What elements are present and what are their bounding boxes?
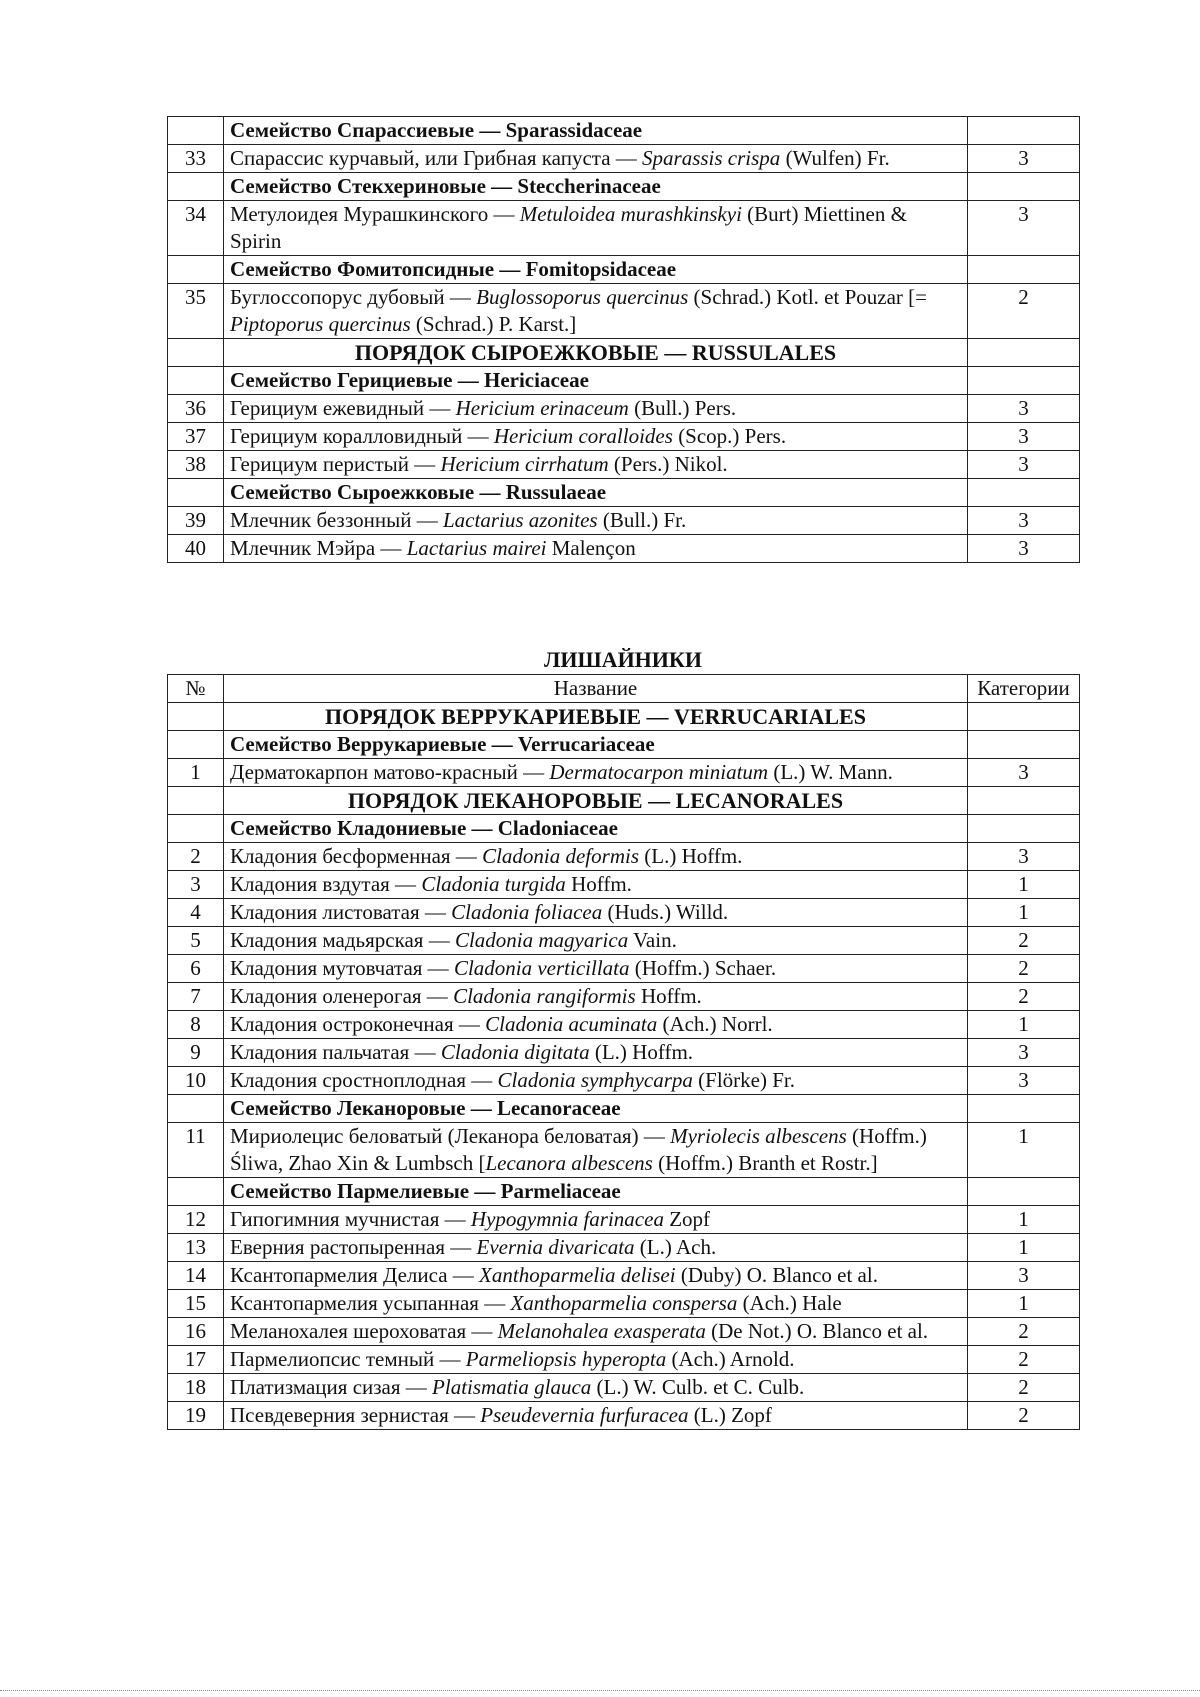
- category-value: 1: [968, 1206, 1080, 1234]
- category-value: 1: [968, 871, 1080, 899]
- species-row: [168, 395, 1080, 423]
- category-value: 2: [968, 284, 1080, 339]
- latin-name: Hericium erinaceum: [455, 396, 629, 420]
- category-value: [968, 815, 1080, 843]
- species-table-lichens: [167, 674, 1080, 1430]
- latin-name: Lactarius mairei: [406, 536, 547, 560]
- species-name: [224, 1402, 968, 1430]
- russian-name: Спарассис курчавый, или Грибная капуста —: [230, 146, 643, 170]
- species-name: [224, 145, 968, 173]
- species-row: [168, 927, 1080, 955]
- russian-name: Метулоидея Мурашкинского —: [230, 202, 520, 226]
- latin-name: Cladonia verticillata: [453, 956, 630, 980]
- synonym-latin-name: Piptoporus quercinus: [230, 312, 411, 336]
- table-header-row: [168, 675, 1080, 703]
- synonym-author: (Schrad.) P. Karst.]: [410, 312, 577, 336]
- species-name: [224, 1011, 968, 1039]
- order-row: [168, 787, 1080, 815]
- species-row: [168, 423, 1080, 451]
- species-row: [168, 1262, 1080, 1290]
- author-citation: Zopf: [663, 1207, 711, 1231]
- latin-name: Platismatia glauca: [432, 1375, 592, 1399]
- species-row: [168, 899, 1080, 927]
- russian-name: Кладония мадьярская —: [230, 928, 455, 952]
- species-number: [168, 815, 224, 843]
- category-value: 2: [968, 1346, 1080, 1374]
- species-row: [168, 1206, 1080, 1234]
- species-name: [224, 201, 968, 256]
- species-number: 10: [168, 1067, 224, 1095]
- author-citation: (L.) Hoffm.: [589, 1040, 694, 1064]
- species-row: [168, 535, 1080, 563]
- author-citation: (L.) W. Culb. et C. Culb.: [591, 1375, 805, 1399]
- header-number: №: [168, 675, 224, 703]
- category-value: 3: [968, 507, 1080, 535]
- category-value: 3: [968, 451, 1080, 479]
- species-number: 14: [168, 1262, 224, 1290]
- order-name: ПОРЯДОК СЫРОЕЖКОВЫЕ — RUSSULALES: [224, 339, 968, 367]
- russian-name: Ксантопармелия Делиса —: [230, 1263, 480, 1287]
- species-number: 9: [168, 1039, 224, 1067]
- species-number: [168, 117, 224, 145]
- russian-name: Кладония сростноплодная —: [230, 1068, 498, 1092]
- category-value: 2: [968, 1318, 1080, 1346]
- category-value: 3: [968, 1067, 1080, 1095]
- species-name: [224, 451, 968, 479]
- russian-name: Пармелиопсис темный —: [230, 1347, 466, 1371]
- russian-name: Герициум коралловидный —: [230, 424, 494, 448]
- author-citation: (Ach.) Hale: [737, 1291, 842, 1315]
- russian-name: Псевдеверния зернистая —: [230, 1403, 481, 1427]
- species-number: [168, 479, 224, 507]
- family-row: [168, 173, 1080, 201]
- category-value: 3: [968, 145, 1080, 173]
- species-number: [168, 173, 224, 201]
- species-row: [168, 871, 1080, 899]
- latin-name: Xanthoparmelia conspersa: [510, 1291, 738, 1315]
- species-name: [224, 423, 968, 451]
- species-table-body: [168, 703, 1080, 1430]
- author-citation: Hoffm.: [565, 872, 632, 896]
- species-number: 7: [168, 983, 224, 1011]
- latin-name: Xanthoparmelia delisei: [479, 1263, 676, 1287]
- species-number: 35: [168, 284, 224, 339]
- species-number: [168, 1095, 224, 1123]
- species-row: [168, 1123, 1080, 1178]
- category-value: 1: [968, 1011, 1080, 1039]
- family-name: Семейство Леканоровые — Lecanoraceae: [224, 1095, 968, 1123]
- species-name: [224, 1346, 968, 1374]
- category-value: 1: [968, 1123, 1080, 1178]
- latin-name: Metuloidea murashkinskyi: [519, 202, 742, 226]
- latin-name: Pseudevernia furfuracea: [480, 1403, 689, 1427]
- species-number: 2: [168, 843, 224, 871]
- species-number: 4: [168, 899, 224, 927]
- species-number: [168, 787, 224, 815]
- species-name: [224, 507, 968, 535]
- category-value: [968, 479, 1080, 507]
- species-number: 40: [168, 535, 224, 563]
- russian-name: Млечник Мэйра —: [230, 536, 407, 560]
- species-row: [168, 507, 1080, 535]
- category-value: 3: [968, 1262, 1080, 1290]
- species-name: [224, 1206, 968, 1234]
- species-row: [168, 983, 1080, 1011]
- species-number: 5: [168, 927, 224, 955]
- species-number: 8: [168, 1011, 224, 1039]
- author-citation: (Bull.) Pers.: [628, 396, 737, 420]
- russian-name: Кладония вздутая —: [230, 872, 422, 896]
- species-row: [168, 955, 1080, 983]
- category-value: 3: [968, 201, 1080, 256]
- category-value: 1: [968, 1234, 1080, 1262]
- author-citation: (Hoffm.) Śliwa, Zhao Xin & Lumbsch [: [230, 1124, 927, 1175]
- category-value: 2: [968, 927, 1080, 955]
- species-number: 11: [168, 1123, 224, 1178]
- latin-name: Sparassis crispa: [642, 146, 781, 170]
- species-number: [168, 339, 224, 367]
- species-row: [168, 1346, 1080, 1374]
- species-number: 38: [168, 451, 224, 479]
- author-citation: (Pers.) Nikol.: [608, 452, 728, 476]
- author-citation: (Scop.) Pers.: [672, 424, 787, 448]
- species-number: 15: [168, 1290, 224, 1318]
- species-row: [168, 1374, 1080, 1402]
- latin-name: Melanohalea exasperata: [497, 1319, 706, 1343]
- author-citation: (L.) Hoffm.: [639, 844, 743, 868]
- family-row: [168, 117, 1080, 145]
- family-name: Семейство Сыроежковые — Russulaeae: [224, 479, 968, 507]
- family-row: [168, 1095, 1080, 1123]
- species-number: [168, 1178, 224, 1206]
- russian-name: Ксантопармелия усыпанная —: [230, 1291, 511, 1315]
- species-number: [168, 367, 224, 395]
- category-value: 3: [968, 1039, 1080, 1067]
- author-citation: (Huds.) Willd.: [602, 900, 729, 924]
- category-value: [968, 367, 1080, 395]
- category-value: 2: [968, 1374, 1080, 1402]
- category-value: [968, 1178, 1080, 1206]
- species-number: [168, 256, 224, 284]
- latin-name: Cladonia foliacea: [451, 900, 603, 924]
- latin-name: Buglossoporus quercinus: [476, 285, 689, 309]
- category-value: 2: [968, 1402, 1080, 1430]
- species-name: [224, 395, 968, 423]
- latin-name: Cladonia digitata: [440, 1040, 590, 1064]
- species-row: [168, 284, 1080, 339]
- author-citation: (Flörke) Fr.: [692, 1068, 795, 1092]
- family-row: [168, 815, 1080, 843]
- author-citation: Vain.: [628, 928, 677, 952]
- latin-name: Cladonia deformis: [482, 844, 639, 868]
- species-name: [224, 983, 968, 1011]
- species-row: [168, 201, 1080, 256]
- latin-name: Hypogymnia farinacea: [470, 1207, 664, 1231]
- russian-name: Гипогимния мучнистая —: [230, 1207, 471, 1231]
- family-name: Семейство Герициевые — Hericiaceae: [224, 367, 968, 395]
- species-number: 36: [168, 395, 224, 423]
- category-value: 3: [968, 535, 1080, 563]
- species-number: 1: [168, 759, 224, 787]
- species-name: [224, 927, 968, 955]
- author-citation: (Duby) O. Blanco et al.: [675, 1263, 878, 1287]
- species-row: [168, 1234, 1080, 1262]
- family-row: [168, 367, 1080, 395]
- author-citation: (L.) Zopf: [688, 1403, 772, 1427]
- author-citation: Hoffm.: [635, 984, 702, 1008]
- species-number: [168, 703, 224, 731]
- species-name: [224, 535, 968, 563]
- latin-name: Hericium coralloides: [493, 424, 673, 448]
- species-name: [224, 871, 968, 899]
- species-row: [168, 1039, 1080, 1067]
- category-value: 3: [968, 395, 1080, 423]
- latin-name: Dermatocarpon miniatum: [549, 760, 769, 784]
- species-name: [224, 955, 968, 983]
- russian-name: Кладония мутовчатая —: [230, 956, 454, 980]
- russian-name: Герициум перистый —: [230, 452, 441, 476]
- author-citation: (De Not.) O. Blanco et al.: [705, 1319, 929, 1343]
- species-name: [224, 1318, 968, 1346]
- latin-name: Cladonia symphycarpa: [497, 1068, 693, 1092]
- category-value: [968, 787, 1080, 815]
- species-row: [168, 759, 1080, 787]
- latin-name: Myriolecis albescens: [670, 1124, 847, 1148]
- species-row: [168, 451, 1080, 479]
- family-name: Семейство Кладониевые — Cladoniaceae: [224, 815, 968, 843]
- species-number: 12: [168, 1206, 224, 1234]
- synonym-latin-name: Lecanora albescens: [485, 1151, 653, 1175]
- species-name: [224, 843, 968, 871]
- species-number: 19: [168, 1402, 224, 1430]
- category-value: [968, 173, 1080, 201]
- species-row: [168, 1067, 1080, 1095]
- category-value: [968, 703, 1080, 731]
- species-row: [168, 1011, 1080, 1039]
- species-table-fungi: [167, 116, 1080, 563]
- species-number: 37: [168, 423, 224, 451]
- species-table-body: [168, 117, 1080, 563]
- category-value: 3: [968, 843, 1080, 871]
- russian-name: Буглоссопорус дубовый —: [230, 285, 477, 309]
- species-row: [168, 145, 1080, 173]
- species-number: 33: [168, 145, 224, 173]
- species-name: [224, 1234, 968, 1262]
- species-name: [224, 1123, 968, 1178]
- species-number: 18: [168, 1374, 224, 1402]
- species-name: [224, 1067, 968, 1095]
- author-citation: (Ach.) Norrl.: [657, 1012, 773, 1036]
- species-number: 16: [168, 1318, 224, 1346]
- author-citation: (Bull.) Fr.: [597, 508, 687, 532]
- family-name: Семейство Спарассиевые — Sparassidaceae: [224, 117, 968, 145]
- species-number: 6: [168, 955, 224, 983]
- order-row: [168, 339, 1080, 367]
- category-value: 2: [968, 955, 1080, 983]
- category-value: 1: [968, 899, 1080, 927]
- category-value: 1: [968, 1290, 1080, 1318]
- species-name: [224, 759, 968, 787]
- author-citation: (Burt) Miettinen & Spirin: [230, 202, 907, 253]
- latin-name: Cladonia magyarica: [454, 928, 629, 952]
- species-name: [224, 284, 968, 339]
- species-name: [224, 1374, 968, 1402]
- latin-name: Evernia divaricata: [476, 1235, 635, 1259]
- species-row: [168, 843, 1080, 871]
- species-number: [168, 731, 224, 759]
- family-row: [168, 479, 1080, 507]
- russian-name: Мириолецис беловатый (Леканора беловатая) —: [230, 1124, 671, 1148]
- latin-name: Cladonia turgida: [421, 872, 566, 896]
- latin-name: Parmeliopsis hyperopta: [465, 1347, 667, 1371]
- latin-name: Lactarius azonites: [442, 508, 598, 532]
- order-row: [168, 703, 1080, 731]
- category-value: [968, 731, 1080, 759]
- category-value: [968, 1095, 1080, 1123]
- species-row: [168, 1318, 1080, 1346]
- russian-name: Еверния растопыренная —: [230, 1235, 477, 1259]
- author-citation: (L.) W. Mann.: [768, 760, 893, 784]
- synonym-author: (Hoffm.) Branth et Rostr.]: [652, 1151, 878, 1175]
- author-citation: (Ach.) Arnold.: [666, 1347, 795, 1371]
- species-name: [224, 1262, 968, 1290]
- category-value: 2: [968, 983, 1080, 1011]
- family-row: [168, 1178, 1080, 1206]
- category-value: [968, 339, 1080, 367]
- species-number: 3: [168, 871, 224, 899]
- family-row: [168, 731, 1080, 759]
- family-name: Семейство Стекхериновые — Steccherinaceae: [224, 173, 968, 201]
- species-name: [224, 1039, 968, 1067]
- family-row: [168, 256, 1080, 284]
- russian-name: Платизмация сизая —: [230, 1375, 433, 1399]
- russian-name: Кладония бесформенная —: [230, 844, 483, 868]
- russian-name: Млечник беззонный —: [230, 508, 443, 532]
- species-number: 34: [168, 201, 224, 256]
- category-value: 3: [968, 423, 1080, 451]
- header-category: Категории: [968, 675, 1080, 703]
- russian-name: Дерматокарпон матово-красный —: [230, 760, 550, 784]
- category-value: 3: [968, 759, 1080, 787]
- species-row: [168, 1402, 1080, 1430]
- russian-name: Кладония оленерогая —: [230, 984, 454, 1008]
- family-name: Семейство Пармелиевые — Parmeliaceae: [224, 1178, 968, 1206]
- species-name: [224, 899, 968, 927]
- family-name: Семейство Веррукариевые — Verrucariaceae: [224, 731, 968, 759]
- category-value: [968, 256, 1080, 284]
- author-citation: Malençon: [546, 536, 636, 560]
- header-name: Название: [224, 675, 968, 703]
- russian-name: Кладония пальчатая —: [230, 1040, 441, 1064]
- russian-name: Меланохалея шероховатая —: [230, 1319, 498, 1343]
- russian-name: Кладония листоватая —: [230, 900, 452, 924]
- section-title-lichens: ЛИШАЙНИКИ: [544, 647, 702, 672]
- author-citation: (L.) Ach.: [634, 1235, 717, 1259]
- species-row: [168, 1290, 1080, 1318]
- russian-name: Герициум ежевидный —: [230, 396, 456, 420]
- page-bottom-rule: [0, 1690, 1200, 1691]
- species-number: 39: [168, 507, 224, 535]
- latin-name: Cladonia acuminata: [485, 1012, 658, 1036]
- latin-name: Hericium cirrhatum: [440, 452, 609, 476]
- category-value: [968, 117, 1080, 145]
- order-name: ПОРЯДОК ЛЕКАНОРОВЫЕ — LECANORALES: [224, 787, 968, 815]
- species-name: [224, 1290, 968, 1318]
- family-name: Семейство Фомитопсидные — Fomitopsidaceae: [224, 256, 968, 284]
- author-citation: (Hoffm.) Schaer.: [629, 956, 777, 980]
- author-citation: (Wulfen) Fr.: [780, 146, 890, 170]
- russian-name: Кладония остроконечная —: [230, 1012, 486, 1036]
- species-number: 13: [168, 1234, 224, 1262]
- species-number: 17: [168, 1346, 224, 1374]
- author-citation: (Schrad.) Kotl. et Pouzar [=: [688, 285, 927, 309]
- order-name: ПОРЯДОК ВЕРРУКАРИЕВЫЕ — VERRUCARIALES: [224, 703, 968, 731]
- latin-name: Cladonia rangiformis: [453, 984, 636, 1008]
